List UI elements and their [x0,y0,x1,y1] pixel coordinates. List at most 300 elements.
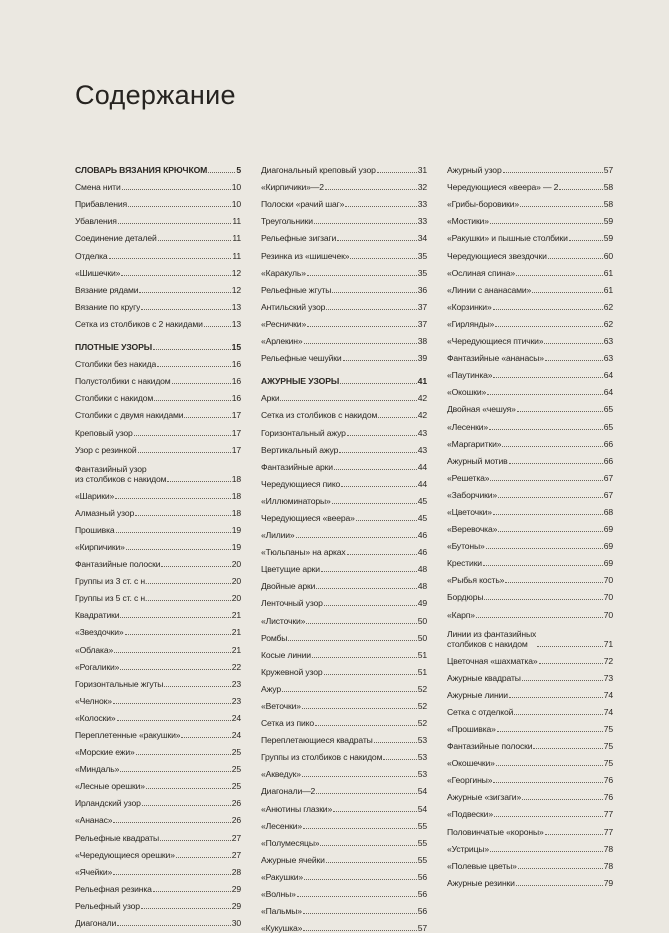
toc-entry[interactable] [261,455,427,472]
toc-entry-page-number: 25 [231,747,241,758]
toc-entry[interactable] [261,261,427,278]
dot-leader [516,885,603,886]
dot-leader [326,862,417,863]
dot-leader [545,834,603,835]
toc-entry-page-number: 61 [603,284,613,295]
dot-leader [316,793,417,794]
toc-entry[interactable] [75,552,241,569]
dot-leader [146,788,231,789]
toc-entry[interactable] [75,261,241,278]
toc-entry[interactable] [261,796,427,813]
toc-entry-page-number: 13 [231,301,241,312]
toc-entry[interactable] [261,489,427,506]
dot-leader [539,663,603,664]
toc-entry[interactable] [261,226,427,243]
toc-entry[interactable] [447,175,613,192]
dot-leader [307,326,417,327]
toc-entry[interactable] [261,694,427,711]
dot-leader [115,498,231,499]
toc-entry-label: «Окошки» [447,387,487,398]
toc-entry[interactable] [261,312,427,329]
toc-entry-page-number: 16 [231,393,241,404]
toc-entry[interactable] [75,877,241,894]
toc-entry[interactable] [261,574,427,591]
toc-entry[interactable] [261,386,427,403]
dot-leader [154,400,231,401]
toc-entry[interactable] [75,455,241,484]
toc-entry[interactable] [447,551,613,568]
toc-entry[interactable] [75,569,241,586]
toc-entry[interactable] [75,192,241,209]
toc-entry-label: «Веточки» [261,701,301,711]
toc-entry-label: «Корзинки» [447,301,492,312]
toc-entry[interactable] [75,808,241,825]
dot-leader [514,714,602,715]
toc-entry-label: Чередующиеся пико [261,478,341,489]
toc-section-heading[interactable] [75,335,241,352]
toc-entry[interactable] [75,774,241,791]
dot-leader [516,275,603,276]
toc-entry-label: Рельефные чешуйки [261,353,342,364]
toc-entry[interactable] [447,500,613,517]
toc-entry[interactable] [75,438,241,455]
toc-entry[interactable] [447,517,613,534]
dot-leader [303,828,417,829]
toc-entry[interactable] [75,518,241,535]
toc-entry[interactable] [75,501,241,518]
dot-leader [493,309,603,310]
dot-leader [121,275,230,276]
toc-entry[interactable] [261,728,427,745]
dot-leader [343,360,417,361]
toc-entry-page-number: 56 [417,906,427,917]
toc-entry-label: Кружевной узор [261,666,323,677]
toc-entry[interactable] [261,346,427,363]
toc-entry-label: Квадратики [75,610,120,621]
toc-entry-label: Рельефный узор [75,900,140,911]
toc-entry-page-number: 77 [603,809,613,820]
toc-entry-page-number: 73 [603,672,613,683]
toc-entry-label: «Рогалики» [75,661,120,672]
toc-entry-page-number: 59 [603,233,613,244]
toc-entry-page-number: 63 [603,336,613,347]
toc-column-2 [261,158,427,933]
dot-leader [122,189,231,190]
toc-entry[interactable] [447,649,613,666]
toc-entry-page-number: 31 [417,165,427,176]
toc-entry-label: Ирландский узор [75,798,141,809]
toc-entry[interactable] [261,557,427,574]
toc-entry[interactable] [261,403,427,420]
toc-entry-page-number: 74 [603,689,613,700]
toc-entry[interactable] [447,312,613,329]
dot-leader [126,549,231,550]
toc-entry-label: Группы из 3 ст. с н. [75,576,148,587]
toc-entry-page-number: 26 [231,815,241,826]
toc-entry[interactable] [447,802,613,819]
dot-leader [347,435,417,436]
toc-entry[interactable] [261,295,427,312]
toc-entry-page-number: 20 [231,593,241,604]
toc-entry[interactable] [447,751,613,768]
toc-entry[interactable] [447,346,613,363]
toc-entry[interactable] [261,158,427,175]
toc-entry-label: Сетка с отделкой [447,706,514,717]
toc-entry-page-number: 69 [603,524,613,535]
toc-entry[interactable] [447,700,613,717]
dot-leader [505,582,602,583]
toc-entry[interactable] [75,603,241,620]
toc-entry[interactable] [447,768,613,785]
toc-entry[interactable] [261,243,427,260]
toc-entry-label: «Чередующиеся птички» [447,336,544,347]
toc-entry-page-number: 61 [603,267,613,278]
toc-entry[interactable] [261,523,427,540]
toc-entry-label: Рельефные жгуты [261,284,332,295]
toc-entry-page-number: 55 [417,837,427,848]
toc-entry[interactable] [447,568,613,585]
dot-leader [135,515,231,516]
toc-entry[interactable] [261,626,427,643]
toc-entry[interactable] [75,586,241,603]
toc-entry[interactable] [75,403,241,420]
toc-entry-page-number: 38 [417,336,427,347]
toc-entry-page-number: 27 [231,832,241,843]
toc-entry[interactable] [75,620,241,637]
toc-entry-label: Диагональный креповый узор [261,165,376,176]
toc-entry-label: Фантазийные «ананасы» [447,353,544,364]
toc-entry-label: «Кирпичики»—2 [261,182,324,193]
toc-entry-label: Убавления [75,216,117,227]
toc-entry[interactable] [261,643,427,660]
dot-leader [493,782,602,783]
toc-entry-label: СЛОВАРЬ ВЯЗАНИЯ КРЮЧКОМ [75,165,208,176]
toc-entry-label: «Лесенки» [447,421,489,432]
dot-leader [314,223,417,224]
toc-entry-page-number: 45 [417,512,427,523]
dot-leader [502,446,602,447]
dot-leader [306,623,416,624]
toc-entry[interactable] [75,535,241,552]
dot-leader [161,566,230,567]
toc-entry[interactable] [447,683,613,700]
toc-entry-label: «Георгины» [447,775,493,786]
dot-leader [320,845,416,846]
toc-entry-page-number: 70 [603,609,613,620]
toc-entry[interactable] [261,591,427,608]
toc-entry[interactable] [75,312,241,329]
toc-entry[interactable] [75,386,241,403]
dot-leader [117,720,231,721]
toc-entry-page-number: 76 [603,775,613,786]
toc-section-heading[interactable] [75,158,241,175]
toc-entry[interactable] [261,779,427,796]
dot-leader [569,240,603,241]
dot-leader [134,435,231,436]
toc-entry-page-number: 46 [417,547,427,558]
toc-entry-page-number: 53 [417,735,427,746]
toc-entry-page-number: 43 [417,444,427,455]
toc-entry[interactable] [261,175,427,192]
toc-entry[interactable] [75,420,241,437]
toc-entry[interactable] [447,278,613,295]
toc-entry-page-number: 78 [603,843,613,854]
toc-entry[interactable] [261,660,427,677]
toc-entry[interactable] [447,466,613,483]
toc-entry-page-number: 42 [417,410,427,421]
toc-entry-page-number: 24 [231,730,241,740]
toc-entry-page-number: 66 [603,455,613,466]
toc-entry[interactable] [75,484,241,501]
toc-entry[interactable] [75,825,241,842]
toc-entry-page-number: 10 [231,199,241,210]
toc-entry-page-number: 69 [603,558,613,569]
toc-entry[interactable] [261,192,427,209]
toc-entry-page-number: 52 [417,701,427,711]
toc-entry[interactable] [447,226,613,243]
toc-entry[interactable] [261,677,427,694]
toc-entry[interactable] [261,540,427,557]
toc-entry-page-number: 46 [417,530,427,541]
dot-leader [489,429,603,430]
dot-leader [138,452,231,453]
toc-entry[interactable] [75,278,241,295]
toc-entry[interactable] [261,762,427,779]
dot-leader [559,189,602,190]
toc-entry-page-number: 32 [417,182,427,193]
toc-entry[interactable] [447,666,613,683]
toc-entry[interactable] [447,602,613,619]
dot-leader [518,868,603,869]
toc-entry[interactable] [447,380,613,397]
toc-entry-page-number: 76 [603,792,613,803]
dot-leader [483,565,603,566]
toc-entry-label: Диагонали—2 [261,786,316,797]
toc-entry-label: «Бутоны» [447,541,485,552]
toc-entry[interactable] [75,723,241,740]
dot-leader [337,240,417,241]
toc-entry-label: «Чередующиеся орешки» [75,849,175,860]
toc-entry-page-number: 65 [603,421,613,432]
toc-entry-page-number: 63 [603,353,613,364]
dot-leader [545,360,603,361]
toc-entry-page-number: 57 [417,923,427,933]
toc-entry[interactable] [447,534,613,551]
toc-entry[interactable] [447,329,613,346]
toc-entry[interactable] [261,329,427,346]
toc-entry[interactable] [75,706,241,723]
toc-entry[interactable] [447,363,613,380]
toc-entry-label: «Акведук» [261,769,301,780]
toc-entry-label: Рельефная резинка [75,883,152,894]
toc-entry[interactable] [261,209,427,226]
toc-entry-page-number: 67 [603,472,613,483]
toc-entry[interactable] [261,848,427,865]
toc-entry-label: Полустолбики с накидом [75,376,171,387]
toc-entry[interactable] [447,785,613,802]
toc-entry[interactable] [447,871,613,888]
toc-entry-label: «Линии с ананасами» [447,284,532,295]
toc-entry[interactable] [261,865,427,882]
toc-entry-page-number: 27 [231,849,241,860]
toc-entry-label: «Волны» [261,889,296,900]
toc-entry[interactable] [447,209,613,226]
toc-entry[interactable] [261,506,427,523]
toc-entry[interactable] [261,711,427,728]
dot-leader [332,292,416,293]
toc-entry-page-number: 11 [232,250,241,261]
toc-entry[interactable] [75,740,241,757]
toc-entry[interactable] [447,432,613,449]
toc-entry[interactable] [75,637,241,654]
toc-entry[interactable] [75,209,241,226]
toc-entry-page-number: 25 [231,781,241,792]
dot-leader [532,292,603,293]
toc-entry[interactable] [75,689,241,706]
dot-leader [136,754,231,755]
toc-entry-page-number: 75 [603,758,613,769]
toc-entry-page-number: 70 [603,592,613,603]
dot-leader [544,343,602,344]
toc-entry-label: «Заборчики» [447,489,498,500]
toc-entry-page-number: 50 [417,632,427,643]
dot-leader [341,486,417,487]
dot-leader [109,258,232,259]
dot-leader [324,674,417,675]
toc-entry-page-number: 21 [231,610,241,621]
toc-entry[interactable] [447,261,613,278]
toc-entry-label: «Арлекин» [261,336,303,347]
dot-leader [303,930,416,931]
dot-leader [128,206,231,207]
toc-entry[interactable] [75,843,241,860]
toc-entry[interactable] [261,278,427,295]
toc-entry-label: «Паутинка» [447,370,493,381]
toc-entry-label: «Ослиная спина» [447,267,515,278]
toc-entry-page-number: 28 [231,866,241,877]
toc-entry-label: «Полевые цветы» [447,860,517,871]
toc-entry-label: Сетка из пико [261,718,315,729]
dot-leader [486,548,603,549]
toc-entry-page-number: 56 [417,889,427,900]
toc-entry[interactable] [447,585,613,602]
toc-entry[interactable] [75,655,241,672]
toc-entry-label: Косые линии [261,649,311,660]
toc-entry-page-number: 66 [603,438,613,449]
dot-leader [148,583,231,584]
toc-entry[interactable] [447,192,613,209]
toc-entry-page-number: 16 [231,359,241,370]
toc-entry[interactable] [447,734,613,751]
toc-entry-page-number: 60 [603,250,613,261]
dot-leader [142,805,231,806]
dot-leader [120,617,230,618]
toc-entry-page-number: 70 [603,575,613,586]
toc-entry[interactable] [447,449,613,466]
toc-entry-label: Диагонали [75,918,117,929]
dot-leader [333,811,417,812]
dot-leader [332,503,417,504]
toc-entry[interactable] [261,814,427,831]
toc-entry[interactable] [447,620,613,649]
toc-entry-label: «Лесные орешки» [75,781,145,792]
dot-leader [181,737,230,738]
toc-entry-page-number: 21 [231,627,241,638]
toc-entry-label: «Облака» [75,644,114,655]
toc-entry[interactable] [75,672,241,689]
toc-entry-page-number: 11 [232,233,241,244]
dot-leader [125,634,231,635]
toc-entry[interactable] [261,831,427,848]
toc-entry[interactable] [75,352,241,369]
toc-entry[interactable] [75,911,241,928]
toc-entry[interactable] [75,791,241,808]
toc-entry[interactable] [447,295,613,312]
dot-leader [324,605,417,606]
toc-entry[interactable] [75,295,241,312]
toc-entry[interactable] [447,717,613,734]
dot-leader [208,172,235,173]
toc-entry[interactable] [75,369,241,386]
toc-entry[interactable] [261,745,427,762]
toc-entry-label: Фантазийный узор из столбиков с накидом [75,463,167,484]
toc-entry[interactable] [261,438,427,455]
toc-column-3 [447,158,613,888]
toc-section-heading[interactable] [261,369,427,386]
toc-entry[interactable] [261,882,427,899]
toc-entry-label: «Реснички» [261,318,307,329]
toc-entry[interactable] [447,483,613,500]
toc-entry-label: Столбики без накида [75,359,157,370]
toc-entry-page-number: 30 [231,918,241,929]
toc-entry[interactable] [75,894,241,911]
toc-entry-page-number: 10 [231,182,241,193]
toc-entry-label: Переплетенные «ракушки» [75,730,181,740]
toc-entry[interactable] [75,860,241,877]
toc-entry[interactable] [261,899,427,916]
toc-entry[interactable] [447,837,613,854]
dot-leader [113,822,230,823]
toc-entry[interactable] [261,420,427,437]
toc-entry[interactable] [447,158,613,175]
dot-leader [172,383,231,384]
dot-leader [345,206,416,207]
toc-entry[interactable] [261,608,427,625]
toc-entry-page-number: 26 [231,798,241,809]
dot-leader [118,223,232,224]
toc-entry-label: «Шишечки» [75,267,121,278]
toc-entry-page-number: 44 [417,461,427,472]
toc-entry-page-number: 36 [417,284,427,295]
toc-entry-label: Ажурный узор [447,165,502,176]
toc-entry[interactable] [75,243,241,260]
toc-entry[interactable] [447,414,613,431]
toc-entry-page-number: 18 [231,490,241,501]
toc-entry-label: Треугольники [261,216,313,227]
toc-entry[interactable] [261,472,427,489]
toc-entry[interactable] [447,243,613,260]
toc-entry-page-number: 55 [417,854,427,865]
toc-entry[interactable] [75,757,241,774]
toc-entry[interactable] [447,854,613,871]
toc-entry[interactable] [75,175,241,192]
toc-entry-label: Ажурные квадраты [447,672,521,683]
toc-entry-label: «Челнок» [75,695,112,706]
toc-entry[interactable] [75,226,241,243]
toc-entry[interactable] [447,819,613,836]
toc-entry-label: «Пальмы» [261,906,302,917]
toc-entry[interactable] [447,397,613,414]
